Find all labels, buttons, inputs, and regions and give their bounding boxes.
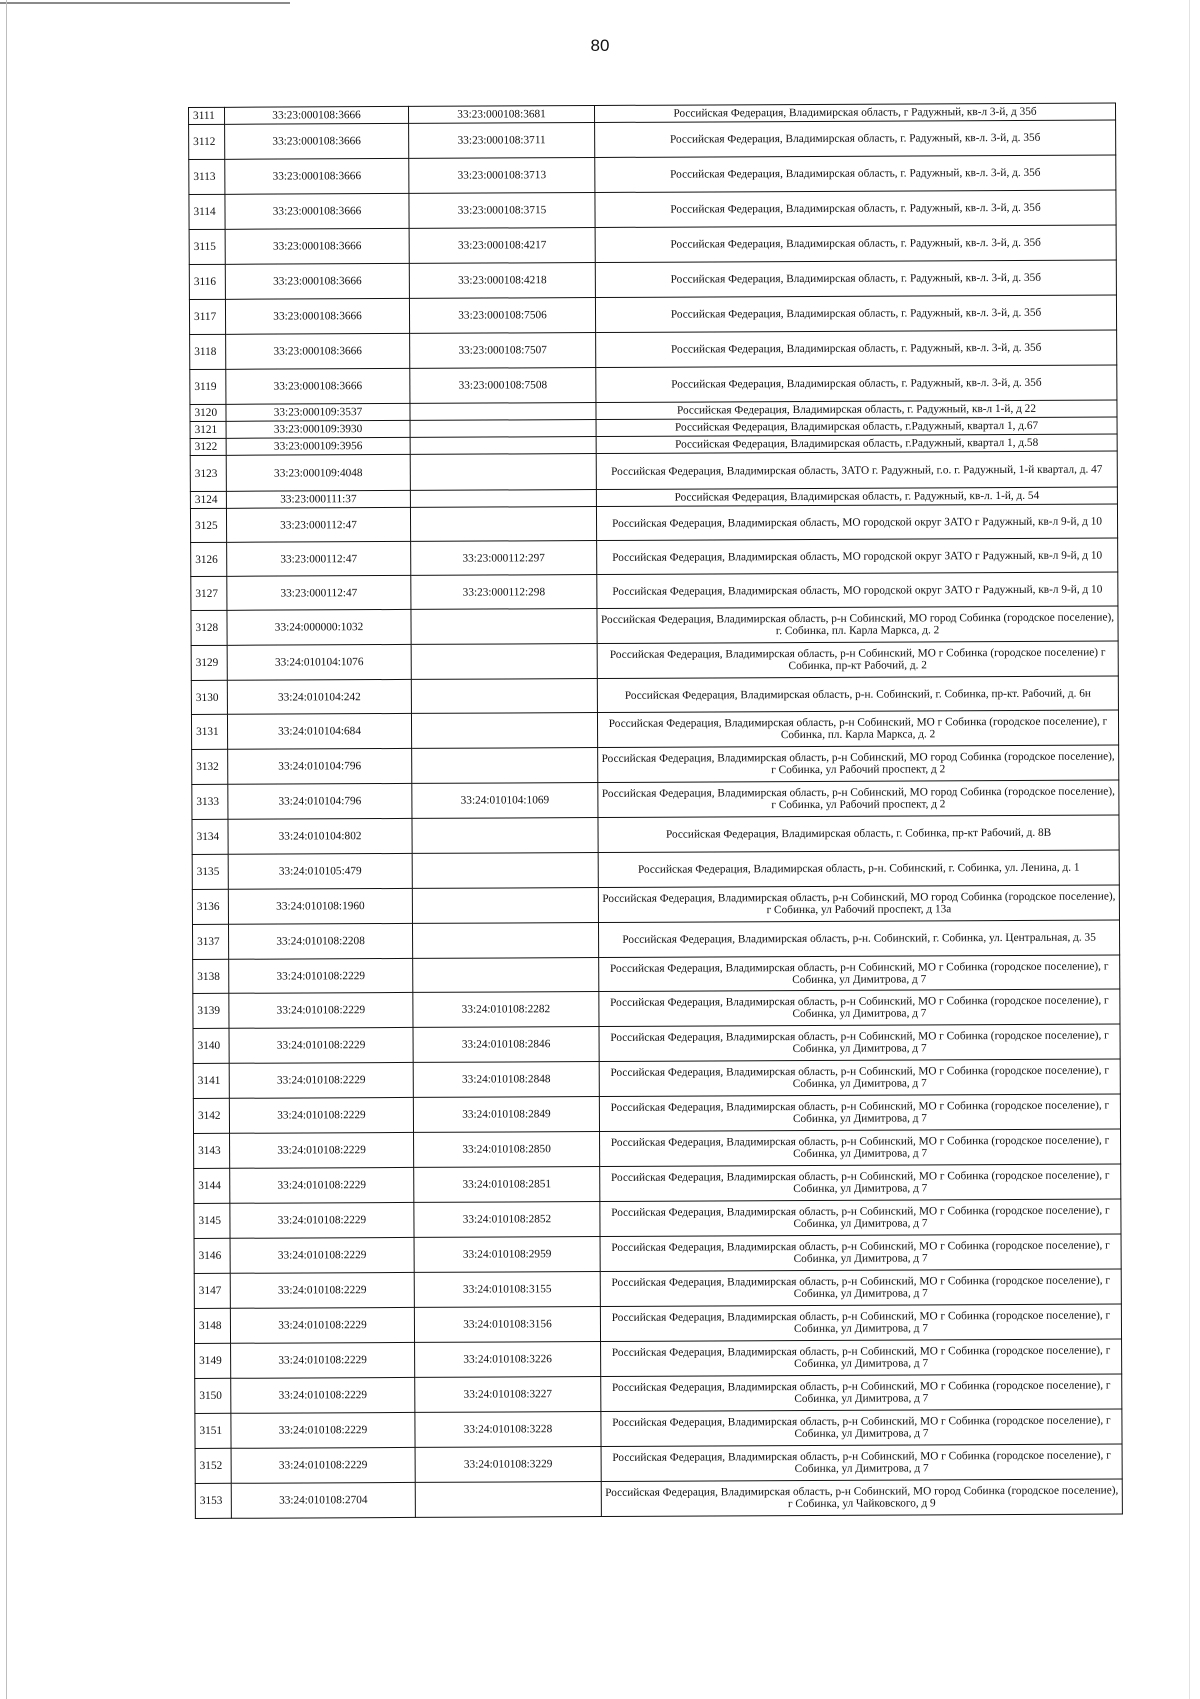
table-row <box>189 260 1116 300</box>
cadastral-number-cell: 33:24:010108:2229 <box>230 1167 414 1203</box>
table-row <box>189 190 1116 230</box>
address-cell: Российская Федерация, Владимирская область, р-н Собинский, МО г Собинка (городское поселение), г Собинка, ул Димитрова, д 7 <box>600 1164 1121 1202</box>
sub-cadastral-number-cell: 33:24:010104:1069 <box>412 783 598 819</box>
page-number: 80 <box>590 36 610 55</box>
table-row <box>189 155 1116 195</box>
sub-cadastral-number-cell: 33:24:010108:3227 <box>415 1376 601 1412</box>
row-number-cell: 3133 <box>192 784 228 819</box>
address-cell: Российская Федерация, Владимирская область, р-н Собинский, МО город Собинка (городское поселение), г Собинка, ул Чайковского, д 9 <box>601 1479 1122 1517</box>
sub-cadastral-number-cell: 33:24:010108:2850 <box>414 1132 600 1168</box>
sub-cadastral-number-cell: 33:24:010108:2852 <box>414 1202 600 1238</box>
row-number-cell: 3137 <box>192 924 228 959</box>
cadastral-number-cell: 33:24:010105:479 <box>228 853 412 889</box>
sub-cadastral-number-cell <box>413 958 599 993</box>
sub-cadastral-number-cell <box>411 713 597 749</box>
sub-cadastral-number-cell <box>410 437 596 455</box>
address-cell: Российская Федерация, Владимирская область, г. Радужный, кв-л. 3-й, д. 35б <box>595 155 1116 193</box>
address-cell: Российская Федерация, Владимирская область, г.Радужный, квартал 1, д.67 <box>596 417 1117 437</box>
row-number-cell: 3128 <box>191 610 227 645</box>
cadastral-number-cell: 33:23:000108:3666 <box>225 123 409 159</box>
table-row <box>190 330 1117 370</box>
cadastral-number-cell: 33:24:010108:2229 <box>229 1062 413 1098</box>
table-row <box>191 641 1118 681</box>
table-row <box>191 606 1118 646</box>
address-cell: Российская Федерация, Владимирская область, г. Радужный, кв-л. 3-й, д. 35б <box>595 295 1116 333</box>
sub-cadastral-number-cell <box>412 888 598 924</box>
cadastral-number-cell: 33:23:000108:3666 <box>225 158 409 194</box>
sub-cadastral-number-cell: 33:24:010108:3226 <box>415 1341 601 1377</box>
cadastral-number-cell: 33:24:010104:796 <box>228 783 412 819</box>
table-row <box>190 365 1117 405</box>
address-cell: Российская Федерация, Владимирская область, г. Радужный, кв-л. 3-й, д. 35б <box>595 225 1116 263</box>
row-number-cell: 3135 <box>192 854 228 889</box>
cadastral-number-cell: 33:23:000109:4048 <box>226 454 410 491</box>
address-cell: Российская Федерация, Владимирская область, г. Радужный, кв-л. 3-й, д. 35б <box>595 120 1116 158</box>
cadastral-number-cell: 33:24:010108:2229 <box>230 1272 414 1308</box>
row-number-cell: 3118 <box>190 334 226 369</box>
address-cell: Российская Федерация, Владимирская область, г. Радужный, кв-л. 3-й, д. 35б <box>595 260 1116 298</box>
row-number-cell: 3121 <box>190 421 226 438</box>
sub-cadastral-number-cell: 33:23:000108:7508 <box>410 368 596 404</box>
sub-cadastral-number-cell: 33:24:010108:3155 <box>414 1271 600 1307</box>
address-cell: Российская Федерация, Владимирская область, МО городской округ ЗАТО г Радужный, кв-л 9-й, д 10 <box>597 538 1118 575</box>
table-row <box>195 1409 1122 1449</box>
row-number-cell: 3114 <box>189 194 225 229</box>
cadastral-number-cell: 33:23:000108:3666 <box>225 263 409 299</box>
sub-cadastral-number-cell <box>410 490 596 508</box>
cadastral-number-cell: 33:23:000112:47 <box>227 541 411 576</box>
row-number-cell: 3117 <box>189 299 225 334</box>
address-cell: Российская Федерация, Владимирская область, г. Радужный, кв-л. 3-й, д. 35б <box>595 190 1116 228</box>
sub-cadastral-number-cell: 33:23:000108:4217 <box>409 228 595 264</box>
registry-table <box>188 102 1123 1519</box>
cadastral-number-cell: 33:24:010108:1960 <box>228 888 412 924</box>
row-number-cell: 3148 <box>194 1308 230 1343</box>
cadastral-number-cell: 33:24:010104:1076 <box>227 644 411 680</box>
sub-cadastral-number-cell <box>412 853 598 889</box>
address-cell: Российская Федерация, Владимирская область, р-н Собинский, МО город Собинка (городское поселение), г. Собинка, пл. Карла Маркса, д. 2 <box>597 606 1118 644</box>
table-row <box>195 1374 1122 1414</box>
row-number-cell: 3124 <box>190 491 226 508</box>
scan-edge-top <box>0 2 290 4</box>
address-cell: Российская Федерация, Владимирская область, р-н. Собинский, г. Собинка, ул. Ленина, д. 1 <box>598 850 1119 888</box>
sub-cadastral-number-cell: 33:24:010108:2851 <box>414 1167 600 1203</box>
cadastral-number-cell: 33:23:000108:3666 <box>225 193 409 229</box>
table-row <box>194 1164 1121 1204</box>
row-number-cell: 3144 <box>194 1168 230 1203</box>
cadastral-number-cell: 33:23:000112:47 <box>226 507 410 542</box>
table-row <box>193 1059 1120 1099</box>
sub-cadastral-number-cell <box>415 1481 601 1517</box>
sub-cadastral-number-cell <box>411 609 597 645</box>
cadastral-number-cell: 33:24:010108:2229 <box>230 1307 414 1343</box>
sub-cadastral-number-cell: 33:23:000112:297 <box>411 541 597 576</box>
cadastral-number-cell: 33:23:000109:3930 <box>226 420 410 438</box>
address-cell: Российская Федерация, Владимирская область, р-н Собинский, МО город Собинка (городское поселение), г Собинка, ул Рабочий проспект, д 2 <box>598 745 1119 783</box>
row-number-cell: 3150 <box>195 1378 231 1413</box>
cadastral-number-cell: 33:24:010108:2229 <box>229 958 413 993</box>
sub-cadastral-number-cell: 33:23:000108:3713 <box>409 158 595 194</box>
row-number-cell: 3142 <box>193 1098 229 1133</box>
table-row <box>194 1269 1121 1309</box>
row-number-cell: 3145 <box>194 1203 230 1238</box>
table-row <box>191 538 1118 577</box>
scan-edge-left <box>6 0 7 1699</box>
cadastral-number-cell: 33:23:000111:37 <box>226 490 410 508</box>
sub-cadastral-number-cell <box>412 923 598 959</box>
table-row <box>192 745 1119 785</box>
address-cell: Российская Федерация, Владимирская область, р-н Собинский, МО г Собинка (городское поселение), г Собинка, ул Димитрова, д 7 <box>600 1129 1121 1167</box>
sub-cadastral-number-cell <box>410 507 596 542</box>
table-row <box>194 1234 1121 1274</box>
row-number-cell: 3113 <box>189 159 225 194</box>
cadastral-number-cell: 33:24:010104:796 <box>228 748 412 784</box>
row-number-cell: 3153 <box>195 1483 231 1518</box>
row-number-cell: 3138 <box>193 959 229 993</box>
address-cell: Российская Федерация, Владимирская область, р-н Собинский, МО г Собинка (городское поселение), г Собинка, ул Димитрова, д 7 <box>599 1024 1120 1062</box>
sub-cadastral-number-cell <box>412 748 598 784</box>
sub-cadastral-number-cell <box>412 818 598 854</box>
table-row <box>191 676 1118 715</box>
table-row <box>192 850 1119 890</box>
row-number-cell: 3111 <box>189 107 225 124</box>
row-number-cell: 3115 <box>189 229 225 264</box>
sub-cadastral-number-cell: 33:23:000108:3715 <box>409 193 595 229</box>
cadastral-number-cell: 33:24:010108:2229 <box>230 1202 414 1238</box>
cadastral-number-cell: 33:24:000000:1032 <box>227 609 411 645</box>
address-cell: Российская Федерация, Владимирская область, р-н Собинский, МО город Собинка (городское поселение), г Собинка, ул Рабочий проспект, д 13а <box>598 885 1119 923</box>
sub-cadastral-number-cell: 33:23:000108:3681 <box>408 106 594 124</box>
address-cell: Российская Федерация, Владимирская область, р-н Собинский, МО г Собинка (городское поселение), г Собинка, ул Димитрова, д 7 <box>599 989 1120 1027</box>
cadastral-number-cell: 33:24:010108:2229 <box>229 1097 413 1133</box>
row-number-cell: 3139 <box>193 993 229 1028</box>
cadastral-number-cell: 33:24:010108:2704 <box>231 1482 415 1518</box>
sub-cadastral-number-cell <box>410 420 596 438</box>
row-number-cell: 3149 <box>195 1343 231 1378</box>
address-cell: Российская Федерация, Владимирская область, г. Радужный, кв-л. 3-й, д. 35б <box>596 330 1117 368</box>
table-row <box>194 1199 1121 1239</box>
sub-cadastral-number-cell <box>410 454 596 491</box>
sub-cadastral-number-cell: 33:23:000112:298 <box>411 575 597 610</box>
cadastral-number-cell: 33:24:010108:2229 <box>229 992 413 1028</box>
address-cell: Российская Федерация, Владимирская область, р-н Собинский, МО г Собинка (городское поселение), г Собинка, ул Димитрова, д 7 <box>601 1339 1122 1377</box>
address-cell: Российская Федерация, Владимирская область, р-н Собинский, МО г Собинка (городское поселение), г Собинка, ул Димитрова, д 7 <box>599 1094 1120 1132</box>
row-number-cell: 3125 <box>190 508 226 542</box>
address-cell: Российская Федерация, Владимирская область, г. Собинка, пр-кт Рабочий, д. 8В <box>598 815 1119 853</box>
table-row <box>194 1129 1121 1169</box>
sub-cadastral-number-cell: 33:24:010108:2846 <box>413 1027 599 1063</box>
sub-cadastral-number-cell: 33:24:010108:2282 <box>413 992 599 1028</box>
cadastral-number-cell: 33:24:010108:2229 <box>231 1447 415 1483</box>
row-number-cell: 3129 <box>191 645 227 680</box>
row-number-cell: 3112 <box>189 124 225 159</box>
sub-cadastral-number-cell <box>411 644 597 680</box>
table-row <box>189 225 1116 265</box>
table-row <box>195 1479 1122 1519</box>
scan-edge-right <box>1189 0 1190 1699</box>
row-number-cell: 3134 <box>192 819 228 854</box>
sub-cadastral-number-cell: 33:24:010108:3156 <box>414 1306 600 1342</box>
cadastral-number-cell: 33:23:000112:47 <box>227 575 411 610</box>
table-row <box>195 1444 1122 1484</box>
table-row <box>194 1304 1121 1344</box>
address-cell: Российская Федерация, Владимирская область, ЗАТО г. Радужный, г.о. г. Радужный, 1-й квартал, д. 47 <box>596 451 1117 490</box>
sub-cadastral-number-cell: 33:24:010108:3228 <box>415 1411 601 1447</box>
row-number-cell: 3143 <box>194 1133 230 1168</box>
sub-cadastral-number-cell: 33:23:000108:7506 <box>409 298 595 334</box>
cadastral-number-cell: 33:24:010104:802 <box>228 818 412 854</box>
cadastral-number-cell: 33:23:000108:3666 <box>225 228 409 264</box>
table-row <box>192 885 1119 925</box>
cadastral-number-cell: 33:24:010108:2229 <box>231 1412 415 1448</box>
cadastral-number-cell: 33:23:000109:3537 <box>226 403 410 421</box>
cadastral-number-cell: 33:23:000108:3666 <box>226 333 410 369</box>
row-number-cell: 3131 <box>191 714 227 749</box>
cadastral-number-cell: 33:24:010108:2229 <box>229 1027 413 1063</box>
address-cell: Российская Федерация, Владимирская область, р-н. Собинский, г. Собинка, пр-кт. Рабочий, д. 6н <box>597 676 1118 713</box>
row-number-cell: 3141 <box>193 1063 229 1098</box>
registry-table-body <box>189 103 1123 1519</box>
address-cell: Российская Федерация, Владимирская область, р-н Собинский, МО г Собинка (городское поселение), г Собинка, ул Димитрова, д 7 <box>600 1269 1121 1307</box>
address-cell: Российская Федерация, Владимирская область, р-н Собинский, МО г Собинка (городское поселение), г Собинка, ул Димитрова, д 7 <box>601 1444 1122 1482</box>
row-number-cell: 3151 <box>195 1413 231 1448</box>
cadastral-number-cell: 33:24:010108:2229 <box>231 1377 415 1413</box>
cadastral-number-cell: 33:24:010108:2229 <box>230 1237 414 1273</box>
row-number-cell: 3132 <box>192 749 228 784</box>
sub-cadastral-number-cell <box>410 403 596 421</box>
address-cell: Российская Федерация, Владимирская область, р-н Собинский, МО г Собинка (городское поселение), г Собинка, ул Димитрова, д 7 <box>599 955 1120 992</box>
cadastral-number-cell: 33:23:000108:3666 <box>225 298 409 334</box>
address-cell: Российская Федерация, Владимирская область, г. Радужный, кв-л 1-й, д 22 <box>596 400 1117 420</box>
row-number-cell: 3122 <box>190 438 226 455</box>
address-cell: Российская Федерация, Владимирская область, г Радужный, кв-л 3-й, д 35б <box>594 103 1115 123</box>
address-cell: Российская Федерация, Владимирская область, г. Радужный, кв-л. 3-й, д. 35б <box>596 365 1117 403</box>
table-row <box>191 710 1118 750</box>
row-number-cell: 3120 <box>190 404 226 421</box>
row-number-cell: 3126 <box>191 542 227 576</box>
sub-cadastral-number-cell: 33:23:000108:4218 <box>409 263 595 299</box>
row-number-cell: 3147 <box>194 1273 230 1308</box>
row-number-cell: 3130 <box>191 680 227 714</box>
address-cell: Российская Федерация, Владимирская область, р-н. Собинский, г. Собинка, ул. Центральная, д. 35 <box>598 920 1119 958</box>
address-cell: Российская Федерация, Владимирская область, р-н Собинский, МО г Собинка (городское поселение), г Собинка, ул Димитрова, д 7 <box>599 1059 1120 1097</box>
cadastral-number-cell: 33:23:000108:3666 <box>225 106 409 124</box>
table-row <box>189 120 1116 160</box>
sub-cadastral-number-cell: 33:24:010108:2959 <box>414 1237 600 1273</box>
table-row <box>193 1094 1120 1134</box>
address-cell: Российская Федерация, Владимирская область, г. Радужный, кв-л. 1-й, д. 54 <box>596 487 1117 507</box>
address-cell: Российская Федерация, Владимирская область, р-н Собинский, МО г Собинка (городское поселение), г Собинка, ул Димитрова, д 7 <box>601 1409 1122 1447</box>
table-row <box>193 955 1120 994</box>
table-row <box>189 295 1116 335</box>
sub-cadastral-number-cell: 33:24:010108:2849 <box>413 1097 599 1133</box>
sub-cadastral-number-cell: 33:23:000108:7507 <box>410 333 596 369</box>
sub-cadastral-number-cell <box>411 679 597 714</box>
table-row <box>195 1339 1122 1379</box>
address-cell: Российская Федерация, Владимирская область, р-н Собинский, МО г Собинка (городское поселение), г Собинка, ул Димитрова, д 7 <box>600 1304 1121 1342</box>
table-row <box>192 815 1119 855</box>
sub-cadastral-number-cell: 33:24:010108:2848 <box>413 1062 599 1098</box>
cadastral-number-cell: 33:24:010104:684 <box>227 713 411 749</box>
address-cell: Российская Федерация, Владимирская область, р-н Собинский, МО г Собинка (городское поселение), г Собинка, ул Димитрова, д 7 <box>600 1234 1121 1272</box>
address-cell: Российская Федерация, Владимирская область, МО городской округ ЗАТО г Радужный, кв-л 9-й, д 10 <box>596 504 1117 541</box>
address-cell: Российская Федерация, Владимирская область, МО городской округ ЗАТО г Радужный, кв-л 9-й, д 10 <box>597 572 1118 609</box>
row-number-cell: 3116 <box>189 264 225 299</box>
address-cell: Российская Федерация, Владимирская область, г.Радужный, квартал 1, д.58 <box>596 434 1117 454</box>
table-row <box>193 1024 1120 1064</box>
row-number-cell: 3119 <box>190 369 226 404</box>
row-number-cell: 3146 <box>194 1238 230 1273</box>
address-cell: Российская Федерация, Владимирская область, р-н Собинский, МО г Собинка (городское поселение), г Собинка, пл. Карла Маркса, д. 2 <box>597 710 1118 748</box>
row-number-cell: 3127 <box>191 576 227 610</box>
cadastral-number-cell: 33:23:000109:3956 <box>226 437 410 455</box>
cadastral-number-cell: 33:24:010108:2208 <box>228 923 412 959</box>
table-row <box>190 504 1117 543</box>
cadastral-number-cell: 33:24:010108:2229 <box>230 1132 414 1168</box>
row-number-cell: 3123 <box>190 455 226 491</box>
cadastral-number-cell: 33:24:010108:2229 <box>231 1342 415 1378</box>
table-row <box>192 780 1119 820</box>
table-row <box>192 920 1119 960</box>
row-number-cell: 3152 <box>195 1448 231 1483</box>
sub-cadastral-number-cell: 33:24:010108:3229 <box>415 1446 601 1482</box>
row-number-cell: 3140 <box>193 1028 229 1063</box>
address-cell: Российская Федерация, Владимирская область, р-н Собинский, МО город Собинка (городское поселение), г Собинка, ул Рабочий проспект, д 2 <box>598 780 1119 818</box>
table-row <box>190 451 1117 492</box>
cadastral-number-cell: 33:23:000108:3666 <box>226 368 410 404</box>
table-row <box>193 989 1120 1029</box>
cadastral-number-cell: 33:24:010104:242 <box>227 679 411 714</box>
row-number-cell: 3136 <box>192 889 228 924</box>
address-cell: Российская Федерация, Владимирская область, р-н Собинский, МО г Собинка (городское поселение), г Собинка, ул Димитрова, д 7 <box>601 1374 1122 1412</box>
address-cell: Российская Федерация, Владимирская область, р-н Собинский, МО г Собинка (городское поселение), г Собинка, ул Димитрова, д 7 <box>600 1199 1121 1237</box>
address-cell: Российская Федерация, Владимирская область, р-н Собинский, МО г Собинка (городское поселение) г Собинка, пр-кт Рабочий, д. 2 <box>597 641 1118 679</box>
table-row <box>191 572 1118 611</box>
sub-cadastral-number-cell: 33:23:000108:3711 <box>409 123 595 159</box>
